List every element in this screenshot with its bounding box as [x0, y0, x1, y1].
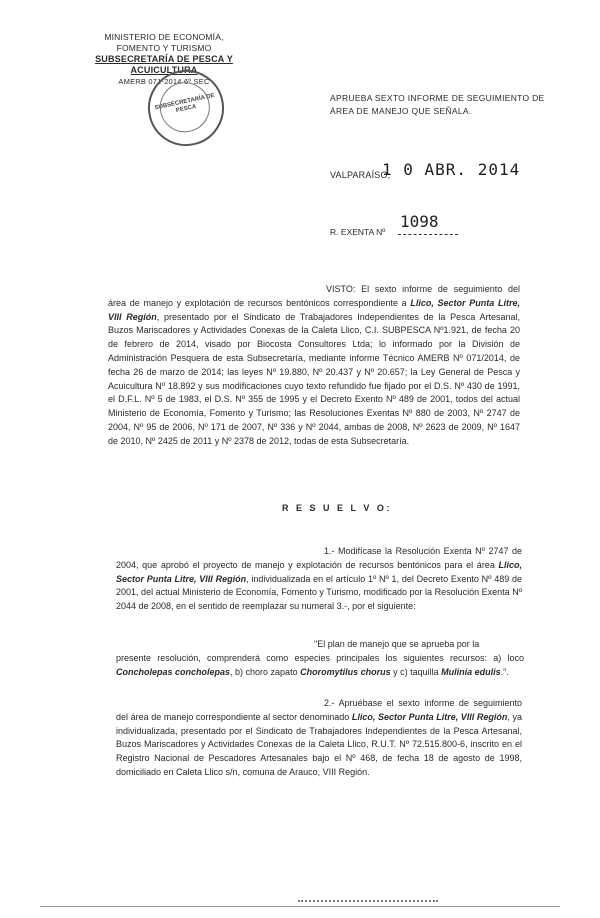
species-1: Concholepas concholepas — [116, 666, 231, 677]
species-2: Choromytilus chorus — [300, 666, 391, 677]
footer-rule — [40, 906, 560, 908]
footer-scan-mark — [298, 900, 438, 902]
resuelvo-heading: R E S U E L V O: — [282, 503, 392, 513]
quote-paragraph: presente resolución, comprenderá como especies principales los siguientes recursos: a) loco Concholepas concholepas, b) choro zapato Choromytilus chorus y c) taquilla Mulinia edulis.". — [116, 653, 524, 677]
point-2-paragraph: 2.- Apruébase el sexto informe de seguimiento del área de manejo correspondiente al sector denominado Llico, Sector Punta Litre, VIII Región, ya individualizada, presentado por el Sindicato de Trabajadores Independientes de la Pesca Artesanal, Buzos Mariscadores y Actividades Conexas de la Caleta Llico, R.U.T. Nº 72.515.800-6, inscrito en el Registro Nacional de Pescadores Artesanales bajo el Nº 468, de fecha 18 de agosto de 1998, domiciliado en Caleta Llico s/n, comuna de Arauco, VIII Región. — [116, 698, 523, 777]
stamp-text: SUBSECRETARÍA DE PESCA — [154, 92, 216, 115]
visto-lead: VISTO: — [326, 284, 356, 294]
ministry-name-2: FOMENTO Y TURISMO — [116, 43, 212, 53]
place: VALPARAÍSO, — [330, 170, 391, 180]
exenta-number: 1098 — [400, 212, 439, 231]
reference-code: AMERB 071-2014 6º SEC — [118, 77, 210, 86]
exenta-label: R. EXENTA Nº — [330, 227, 386, 237]
exenta-underline — [398, 234, 458, 235]
species-3: Mulinia edulis — [441, 666, 501, 677]
ministry-name: MINISTERIO DE ECONOMÍA, — [104, 32, 224, 42]
visto-paragraph: VISTO: El sexto informe de seguimiento del área de manejo y explotación de recursos bentónicos correspondiente a Llico, Sector Punta Litre, VIII Región, presentado por el Sindicato de Trabajadores Independientes de la Pesca Artesanal, Buzos Mariscadores y Actividades Conexas de la Caleta Llico, C.I. SUBPESCA Nº1.921, de fecha 20 de febrero de 2014, visado por Biocosta Consultores Ltda; lo informado por la División de Administración Pesquera de esta Subsecretaría, mediante informe Técnico AMERB Nº 071/2014, de fecha 26 de marzo de 2014; las leyes Nº 19.880, Nº 20.437 y Nº 20.657; la Ley General de Pesca y Acuicultura Nº 18.892 y sus modificaciones cuyo texto refundido fue fijado por el D.S. Nº 430 de 1991, el D.F.L. Nº 5 de 1983, el D.S. Nº 355 de 1995 y el Decreto Exento Nº 489 de 2001, todos del actual Ministerio de Economía, Fomento y Turismo; las Resoluciones Exentas Nº 880 de 2003, Nº 2747 de 2004, Nº 95 de 2006, Nº 171 de 2007, Nº 336 y Nº 2044, ambas de 2008, Nº 2623 de 2009, Nº 1647 de 2010, Nº 2425 de 2011 y Nº 2378 de 2012, todas de esta Subsecretaría. — [108, 284, 520, 446]
area-name: Llico, Sector Punta Litre, VIII Región — [351, 711, 508, 722]
point-1-paragraph: 1.- Modifícase la Resolución Exenta Nº 2747 de 2004, que aprobó el proyecto de manejo y explotación de recursos bentónicos para el área Llico, Sector Punta Litre, VIII Región, individualizada en el artículo 1º Nº 1, del Decreto Exento Nº 489 de 2001, del actual Ministerio de Economía, Fomento y Turismo, modificado por la Resolución Exenta Nº 2044 de 2008, en el sentido de reemplazar su numeral 3.-, por el siguiente: — [116, 546, 522, 612]
area-name: Llico, Sector Punta Litre, VIII Región — [116, 559, 522, 584]
date-stamp: 1 0 ABR. 2014 — [382, 160, 521, 179]
area-name: Llico, Sector Punta Litre, VIII Región — [108, 297, 520, 322]
quote-line-1: "El plan de manejo que se aprueba por la — [314, 639, 480, 649]
subsecretaria-name: SUBSECRETARÍA DE PESCA Y ACUICULTURA — [95, 54, 233, 75]
document-subject: APRUEBA SEXTO INFORME DE SEGUIMIENTO DE ÁREA DE MANEJO QUE SEÑALA. — [330, 93, 545, 116]
